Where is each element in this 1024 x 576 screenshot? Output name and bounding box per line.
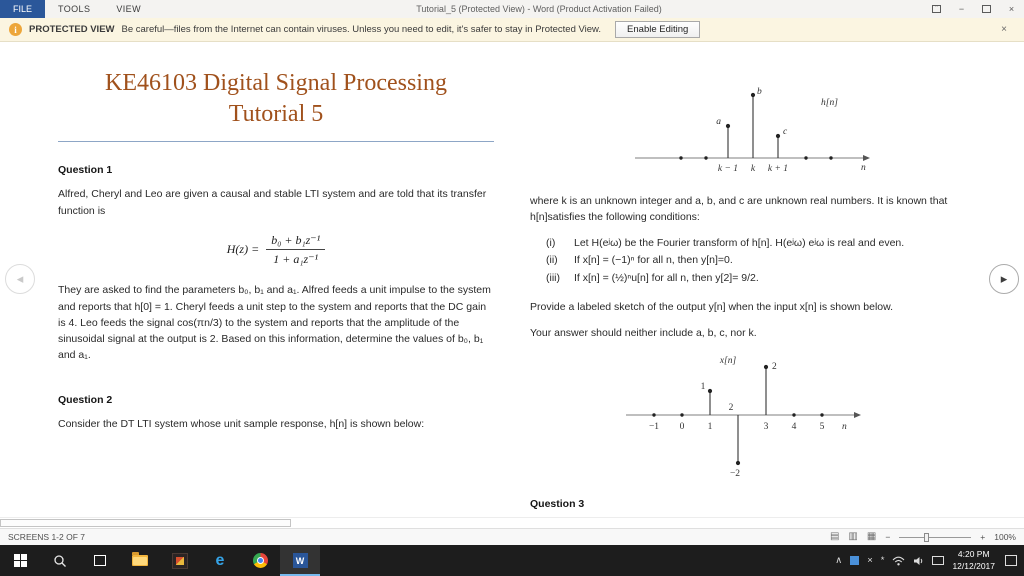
task-view-icon <box>94 555 106 566</box>
pinned-app-icon <box>172 553 188 569</box>
condition-i-text: Let H(eʲω) be the Fourier transform of h[n]. H(eʲω) eʲω is real and even. <box>574 236 905 249</box>
question2-heading: Question 2 <box>58 393 113 406</box>
protected-view-label: PROTECTED VIEW <box>29 24 115 35</box>
column-right <box>530 68 966 517</box>
minimize-icon: − <box>958 4 965 14</box>
next-screen-arrow-icon: ▸ <box>1000 270 1008 286</box>
svg-text:−2: −2 <box>729 469 741 480</box>
file-menu[interactable]: FILE <box>0 0 45 18</box>
svg-text:k + 1: k + 1 <box>767 164 789 174</box>
svg-text:2: 2 <box>728 403 734 414</box>
svg-text:−1: −1 <box>648 422 660 433</box>
bluetooth-icon[interactable]: * <box>880 554 885 566</box>
chrome-icon <box>253 553 268 568</box>
edge-icon: e <box>215 551 225 569</box>
document-title-line1: KE46103 Digital Signal Processing <box>105 70 447 96</box>
svg-text:c: c <box>783 127 788 137</box>
protected-view-message: Be careful—files from the Internet can contain viruses. Unless you need to edit, it's safer to stay in Protected View. <box>121 24 602 35</box>
system-tray <box>828 545 1024 576</box>
document-area <box>0 42 1024 517</box>
document-title-line2: Tutorial 5 <box>228 101 324 128</box>
file-explorer-button[interactable] <box>120 545 160 576</box>
zoom-out-button[interactable]: − <box>885 532 891 542</box>
question1-body: They are asked to find the parameters b₀, b₁ and a₁. Alfred feeds a unit impulse to the system and reports that h[0] = 1. Cheryl feeds a unit step to the system and reports that the DC gain is 4. Leo feeds the signal cos(πn/3) to the system and reports that the amplitude of the sinusoidal signal at the output is 2. Based on this information, determine the values of b₀, b₁ and a₁. <box>58 284 491 362</box>
question1-heading: Question 1 <box>58 164 113 177</box>
svg-text:b: b <box>757 87 762 97</box>
next-screen-button[interactable] <box>989 264 1019 294</box>
network-wifi-icon[interactable] <box>892 556 905 566</box>
svg-text:h[n]: h[n] <box>821 98 838 108</box>
minimize-button[interactable] <box>949 0 974 18</box>
condition-iii <box>530 271 966 287</box>
horizontal-scrollbar-thumb[interactable] <box>0 519 291 527</box>
ribbon-options-button[interactable] <box>924 0 949 18</box>
tray-close-glyph-icon[interactable]: × <box>867 554 873 566</box>
web-layout-button[interactable]: ▦ <box>866 531 877 542</box>
start-button[interactable] <box>0 545 40 576</box>
svg-text:a: a <box>716 117 721 127</box>
view-menu[interactable]: VIEW <box>116 4 141 14</box>
message-bar-close-icon[interactable]: × <box>1001 24 1007 35</box>
screens-indicator[interactable]: SCREENS 1-2 OF 7 <box>8 532 85 542</box>
close-button[interactable] <box>999 0 1024 18</box>
zoom-in-button[interactable]: + <box>980 532 986 542</box>
question3-heading: Question 3 <box>530 498 585 511</box>
search-icon <box>53 554 67 568</box>
zoom-level[interactable]: 100% <box>994 532 1016 542</box>
question2-where-text: where k is an unknown integer and a, b, and c are unknown real numbers. It is known that h[n]satisfies the following conditions: <box>530 195 948 224</box>
question2-intro: Consider the DT LTI system whose unit sample response, h[n] is shown below: <box>58 417 425 430</box>
close-icon: × <box>1008 4 1015 14</box>
svg-text:2: 2 <box>772 362 777 373</box>
transfer-function-formula <box>58 232 494 267</box>
window-controls <box>924 0 1024 18</box>
restore-icon <box>982 5 991 13</box>
folder-icon <box>132 555 148 566</box>
search-button[interactable] <box>40 545 80 576</box>
hidden-icons-chevron-icon[interactable]: ∧ <box>835 554 843 566</box>
word-app-button[interactable] <box>280 545 320 576</box>
taskbar-clock[interactable] <box>952 549 995 571</box>
svg-text:0: 0 <box>679 422 685 433</box>
word-icon: W <box>293 553 308 568</box>
svg-text:1: 1 <box>700 382 706 393</box>
question1-intro: Alfred, Cheryl and Leo are given a causal and stable LTI system and are told that its transfer function is <box>58 188 487 217</box>
ribbon-options-icon: ˆ <box>932 5 941 13</box>
volume-icon[interactable] <box>913 556 924 566</box>
pinned-app-button[interactable] <box>160 545 200 576</box>
condition-iii-number: (iii) <box>546 272 560 285</box>
task-view-button[interactable] <box>80 545 120 576</box>
figure-h <box>530 82 966 183</box>
taskbar-time: 4:20 PM <box>957 549 990 560</box>
x-stem-plot <box>618 351 878 485</box>
chrome-browser-button[interactable] <box>240 545 280 576</box>
h-stem-plot <box>623 82 873 180</box>
windows-logo-icon <box>14 554 27 567</box>
condition-ii-number: (ii) <box>546 254 558 267</box>
status-bar <box>0 528 1024 545</box>
condition-iii-text: If x[n] = (½)ⁿu[n] for all n, then y[2]= 9/2. <box>574 272 759 285</box>
svg-text:1: 1 <box>707 422 713 433</box>
condition-ii-text: If x[n] = (−1)ⁿ for all n, then y[n]=0. <box>574 254 733 267</box>
condition-ii <box>530 253 966 269</box>
previous-screen-button[interactable] <box>5 264 35 294</box>
formula-numerator: b₀ + b₁z⁻¹ <box>266 232 325 250</box>
protected-view-bar <box>0 18 1024 42</box>
zoom-slider[interactable] <box>899 537 971 538</box>
zoom-slider-thumb[interactable] <box>924 533 929 542</box>
tools-menu[interactable]: TOOLS <box>58 4 91 14</box>
window-title: Tutorial_5 (Protected View) - Word (Product Activation Failed) <box>416 4 662 14</box>
status-bar-right <box>830 532 1016 542</box>
question2-note-text: Your answer should neither include a, b, c, nor k. <box>530 327 757 340</box>
svg-text:x[n]: x[n] <box>719 356 737 367</box>
svg-text:n: n <box>842 422 847 433</box>
print-layout-button[interactable]: ▥ <box>848 531 858 542</box>
taskbar-date: 12/12/2017 <box>952 560 995 571</box>
read-mode-columns <box>0 42 1024 517</box>
edge-browser-button[interactable] <box>200 545 240 576</box>
formula-fraction <box>266 232 325 267</box>
protected-view-shield-icon: i <box>9 23 22 36</box>
horizontal-scrollbar[interactable] <box>0 517 1024 528</box>
svg-text:5: 5 <box>819 422 825 433</box>
condition-i-number: (i) <box>546 236 556 249</box>
title-rule <box>58 141 494 142</box>
condition-i <box>530 236 966 252</box>
touch-keyboard-icon[interactable] <box>932 556 944 565</box>
question2-task-text: Provide a labeled sketch of the output y[n] when the input x[n] is shown below. <box>530 300 894 313</box>
restore-button[interactable] <box>974 0 999 18</box>
column-left <box>58 68 494 517</box>
previous-screen-arrow-icon: ◂ <box>16 270 24 286</box>
tray-app-icon[interactable] <box>850 556 859 565</box>
formula-lhs: H(z) = <box>226 242 260 257</box>
svg-text:k: k <box>750 164 756 174</box>
read-mode-button[interactable]: ▤ <box>829 531 840 542</box>
action-center-icon[interactable] <box>1005 555 1017 566</box>
title-bar <box>0 0 1024 18</box>
svg-text:k − 1: k − 1 <box>717 164 739 174</box>
svg-text:n: n <box>861 163 866 173</box>
windows-taskbar <box>0 545 1024 576</box>
formula-denominator: 1 + a₁z⁻¹ <box>273 252 319 267</box>
svg-text:3: 3 <box>763 422 769 433</box>
svg-text:4: 4 <box>791 422 797 433</box>
enable-editing-button[interactable]: Enable Editing <box>615 21 700 38</box>
figure-x <box>530 351 966 488</box>
